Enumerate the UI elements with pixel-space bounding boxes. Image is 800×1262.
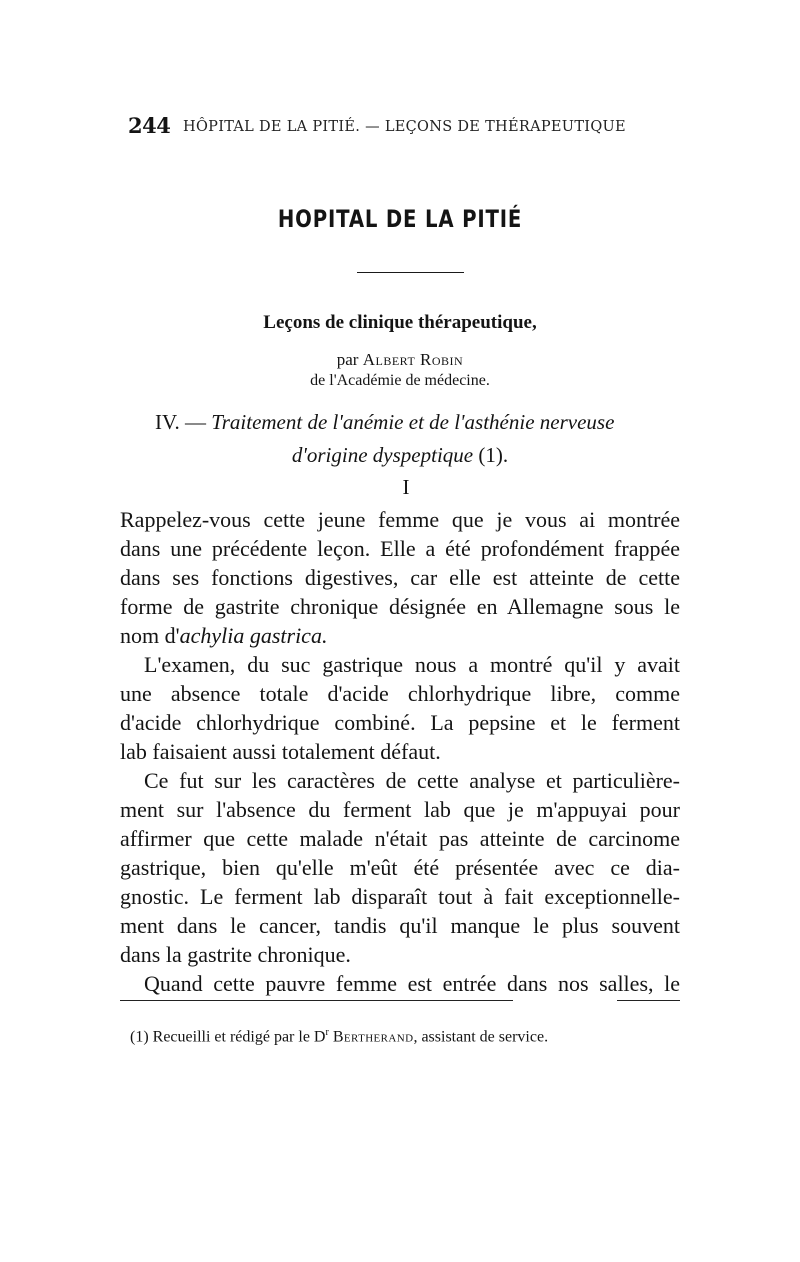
- footnote-name: Bertherand: [332, 1028, 414, 1046]
- body-line: d'acide chlorhydrique combiné. La pepsine et le ferment: [120, 710, 680, 735]
- body-line: dans une précédente leçon. Elle a été profondément frappée: [120, 536, 680, 561]
- author-name: Albert Robin: [362, 350, 464, 369]
- author-prefix: par: [336, 350, 359, 369]
- author-line: [0, 350, 800, 370]
- body-line: forme de gastrite chronique désignée en Allemagne sous le: [120, 594, 680, 619]
- body-line: dans la gastrite chronique.: [120, 942, 351, 967]
- footnote-divider: [617, 1000, 680, 1001]
- footnote-reference: (1).: [478, 443, 509, 467]
- hospital-title: HOPITAL DE LA PITIÉ: [277, 205, 523, 233]
- footnote-divider: [120, 1000, 513, 1001]
- body-line: dans ses fonctions digestives, car elle est atteinte de cette: [120, 565, 680, 590]
- body-line: L'examen, du suc gastrique nous a montré qu'il y avait: [144, 652, 680, 677]
- lecture-number: IV. —: [155, 410, 206, 434]
- body-line: affirmer que cette malade n'était pas atteinte de carcinome: [120, 826, 680, 851]
- running-title: HÔPITAL DE LA PITIÉ. — LEÇONS DE THÉRAPEUTIQUE: [183, 119, 626, 135]
- body-line: lab faisaient aussi totalement défaut.: [120, 739, 441, 764]
- page-number: 244: [128, 113, 171, 138]
- author-affiliation: de l'Académie de médecine.: [310, 372, 490, 389]
- footnote-marker: (1): [130, 1028, 149, 1046]
- body-line: une absence totale d'acide chlorhydrique libre, comme: [120, 681, 680, 706]
- footnote-text: Recueilli et rédigé par le D: [152, 1028, 326, 1046]
- body-line: ment dans le cancer, tandis qu'il manque le plus souvent: [120, 913, 680, 938]
- body-line: Ce fut sur les caractères de cette analyse et particulière-: [144, 768, 680, 793]
- running-head: [128, 113, 668, 143]
- section-numeral: I: [402, 475, 410, 499]
- lecture-title-line-2: [0, 443, 800, 468]
- body-line: gastrique, bien qu'elle m'eût été présentée avec ce dia-: [120, 855, 680, 880]
- title-divider: [357, 272, 464, 273]
- body-line-text: nom d': [120, 623, 180, 648]
- latin-term: achylia gastrica.: [179, 623, 328, 648]
- body-line: Rappelez-vous cette jeune femme que je vous ai montrée: [120, 507, 680, 532]
- lecture-title-line-1: [155, 410, 675, 435]
- lecture-title-text-1: Traitement de l'anémie et de l'asthénie nerveuse: [211, 410, 615, 434]
- footnote-superscript: r: [325, 1027, 329, 1038]
- body-line: Quand cette pauvre femme est entrée dans nos salles, le: [144, 971, 680, 996]
- footnote-text-end: , assistant de service.: [413, 1028, 549, 1046]
- series-title: Leçons de clinique thérapeutique,: [263, 312, 537, 333]
- lecture-title-text-2: d'origine dyspeptique: [291, 443, 474, 467]
- body-line: [120, 623, 680, 649]
- body-line: gnostic. Le ferment lab disparaît tout à fait exceptionnelle-: [120, 884, 680, 909]
- footnote: [130, 1027, 690, 1046]
- body-line: ment sur l'absence du ferment lab que je m'appuyai pour: [120, 797, 680, 822]
